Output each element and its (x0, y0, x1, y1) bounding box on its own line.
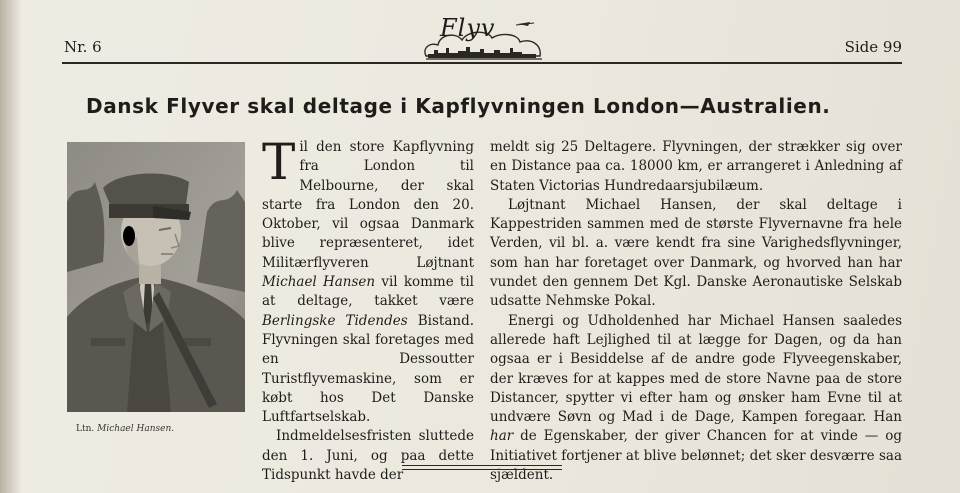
article-column-1 (262, 133, 474, 485)
logo-wordmark: Flyv (440, 14, 496, 42)
column2-paragraph-3 (490, 312, 902, 486)
binding-shadow (0, 0, 22, 493)
flyv-logo (418, 12, 550, 62)
footer-rule-bottom (402, 469, 562, 470)
article-column-2 (490, 138, 902, 485)
caption-name: Michael Hansen. (97, 424, 175, 434)
column2-paragraph-1: meldt sig 25 Deltagere. Flyvningen, der strækker sig over en Distance paa ca. 18000 km, er arrangeret i Anledning af Staten Victorias Hundredaarsjubilæum. (490, 139, 902, 194)
header-rule (62, 62, 902, 64)
caption-prefix: Ltn. (76, 424, 95, 434)
col1-text-a: il den store Kapflyvning fra London til Melbourne, der skal starte fra London den 20. Oktober, vil ogsaa Danmark blive repræsenteret, idet Militærflyveren Løjtnant (262, 139, 474, 271)
footer-rule-top (402, 465, 562, 466)
article-headline: Dansk Flyver skal deltage i Kapflyvningen London—Australien. (86, 94, 831, 118)
col1-text-b: vil komme til at deltage, takket være (262, 274, 474, 310)
column1-paragraph-2: Indmeldelsesfristen sluttede den 1. Juni, og paa dette Tidspunkt havde der (262, 428, 474, 484)
pilot-portrait-image (67, 142, 245, 412)
col2-text-b: de Egenskaber, der giver Chancen for at vinde — og Initiativet fortjener at blive belønnet; det sker desværre saa sjældent. (490, 428, 902, 484)
column1-paragraph-1 (262, 133, 474, 427)
col1-text-c: Bistand. Flyvningen skal foretages med en Dessoutter Turistflyvemaskine, som er købt hos Det Danske Luftfartselskab. (262, 312, 474, 426)
column2-paragraph-2: Løjtnant Michael Hansen, der skal deltage i Kappestriden sammen med de største Flyvernavne fra hele Verden, vil bl. a. være kendt fra sine Varighedsflyvninger, som han har foretaget over Danmark, og hvorved han har vundet den gennem Det Kgl. Danske Aeronautiske Selskab udsatte Nehmske Pokal. (490, 196, 902, 310)
newspaper-name-italic: Berlingske Tidendes (262, 312, 408, 329)
pilot-name-italic: Michael Hansen (262, 274, 376, 291)
issue-number: Nr. 6 (64, 38, 102, 56)
photo-caption (76, 424, 174, 434)
portrait-photo (67, 142, 245, 412)
drop-cap: T (262, 133, 296, 191)
col2-text-a: Energi og Udholdenhed har Michael Hansen saaledes allerede haft Lejlighed til at lægge for Dagen, og da han ogsaa er i Besiddelse af de andre gode Flyveegenskaber, der kræves for at kappes med de store Navne paa de store Distancer, spytter vi efter ham og ønsker ham Evne til at undvære Søvn og Mad i de Dage, Kampen foregaar. Han (490, 312, 902, 426)
har-italic: har (490, 428, 514, 445)
page-number: Side 99 (844, 38, 902, 56)
